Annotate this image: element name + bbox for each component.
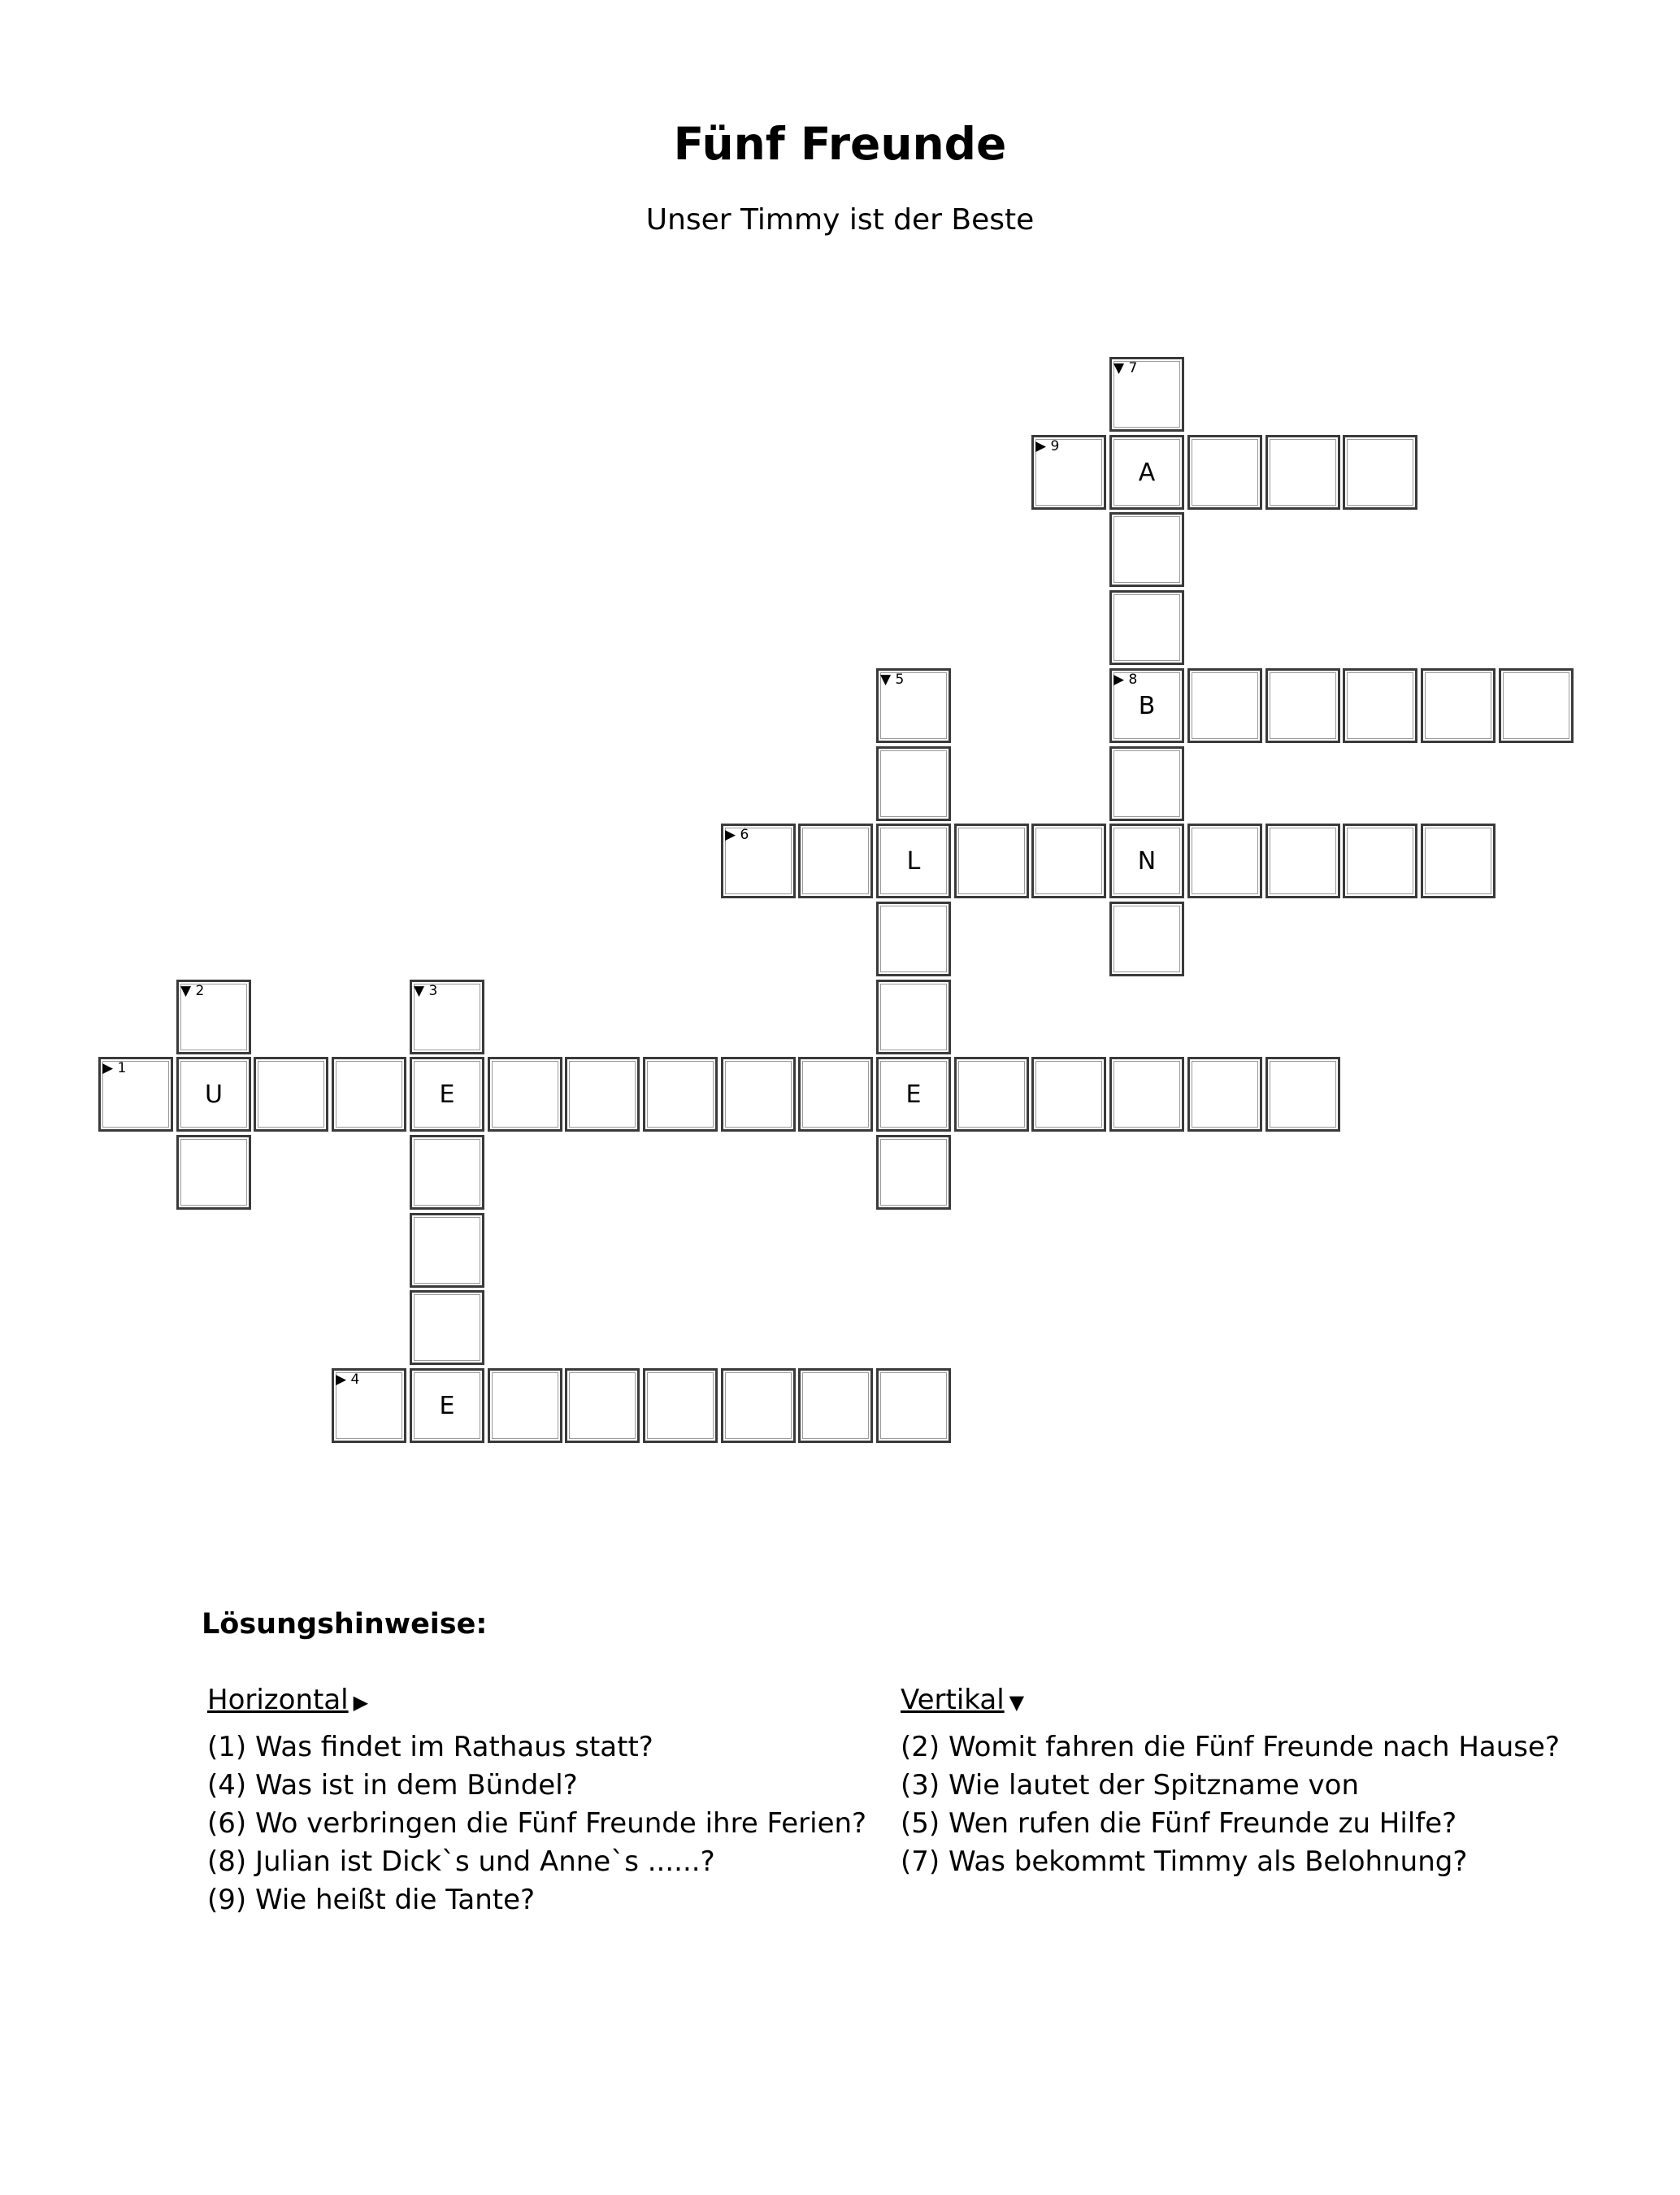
cell-letter: N [1137, 846, 1157, 876]
grid-cell[interactable] [876, 1057, 951, 1132]
grid-cell[interactable] [1187, 824, 1262, 898]
clue-down-7: (7) Was bekommt Timmy als Belohnung? [901, 1845, 1468, 1878]
clue-across-8: (8) Julian ist Dick`s und Anne`s ......? [207, 1845, 715, 1878]
clue-number: ▶ 6 [725, 827, 749, 843]
clue-across-1: (1) Was findet im Rathaus statt? [207, 1731, 653, 1763]
grid-cell[interactable] [1031, 824, 1106, 898]
clue-number: ▶ 1 [102, 1060, 127, 1076]
vertical-label: Vertikal ▼ [901, 1681, 1024, 1722]
grid-cell[interactable] [1109, 746, 1184, 821]
grid-cell[interactable] [798, 1057, 873, 1132]
horizontal-clues [207, 1681, 866, 1919]
grid-cell[interactable] [565, 1057, 640, 1132]
grid-cell[interactable] [1265, 435, 1340, 510]
grid-cell[interactable] [721, 824, 796, 898]
grid-cell[interactable] [1031, 435, 1106, 510]
clue-down-2: (2) Womit fahren die Fünf Freunde nach Hause? [901, 1731, 1560, 1763]
grid-cell[interactable] [332, 1057, 406, 1132]
cell-letter: E [439, 1391, 455, 1420]
grid-cell[interactable] [876, 980, 951, 1054]
grid-cell[interactable] [176, 1135, 251, 1210]
arrow-down-icon: ▼ [1009, 1691, 1025, 1714]
grid-cell[interactable] [1187, 1057, 1262, 1132]
grid-cell[interactable] [876, 902, 951, 976]
grid-cell[interactable] [565, 1368, 640, 1443]
cell-letter: E [439, 1080, 455, 1109]
grid-cell[interactable] [1109, 902, 1184, 976]
grid-cell[interactable] [410, 1057, 484, 1132]
grid-cell[interactable] [1187, 668, 1262, 743]
grid-cell[interactable] [876, 746, 951, 821]
grid-cell[interactable] [954, 1057, 1029, 1132]
grid-cell[interactable] [798, 1368, 873, 1443]
grid-cell[interactable] [876, 668, 951, 743]
grid-cell[interactable] [1031, 1057, 1106, 1132]
grid-cell[interactable] [1343, 824, 1417, 898]
grid-cell[interactable] [176, 980, 251, 1054]
clue-number: ▶ 8 [1113, 672, 1138, 688]
grid-cell[interactable] [1187, 435, 1262, 510]
cell-letter: U [205, 1080, 223, 1109]
grid-cell[interactable] [1421, 824, 1496, 898]
grid-cell[interactable] [1109, 668, 1184, 743]
grid-cell[interactable] [1421, 668, 1496, 743]
grid-cell[interactable] [643, 1057, 718, 1132]
page-subtitle: Unser Timmy ist der Beste [645, 203, 1035, 237]
grid-cell[interactable] [1343, 435, 1417, 510]
grid-cell[interactable] [1109, 435, 1184, 510]
grid-cell[interactable] [954, 824, 1029, 898]
grid-cell[interactable] [410, 1368, 484, 1443]
grid-cell[interactable] [332, 1368, 406, 1443]
grid-cell[interactable] [643, 1368, 718, 1443]
clue-number: ▼ 2 [180, 983, 205, 999]
grid-cell[interactable] [876, 1135, 951, 1210]
grid-cell[interactable] [410, 1290, 484, 1365]
clue-number: ▼ 5 [880, 672, 905, 688]
grid-cell[interactable] [98, 1057, 173, 1132]
grid-cell[interactable] [876, 1368, 951, 1443]
vertical-clues-header [901, 1681, 1560, 1728]
cell-letter: L [906, 846, 921, 876]
grid-cell[interactable] [254, 1057, 328, 1132]
grid-cell[interactable] [798, 824, 873, 898]
grid-cell[interactable] [410, 980, 484, 1054]
cell-letter: E [905, 1080, 922, 1109]
hints-heading: Lösungshinweise: [202, 1608, 488, 1641]
grid-cell[interactable] [1499, 668, 1574, 743]
grid-cell[interactable] [876, 824, 951, 898]
arrow-right-icon: ▶ [353, 1691, 369, 1714]
grid-cell[interactable] [1343, 668, 1417, 743]
clue-number: ▶ 4 [336, 1371, 360, 1388]
grid-cell[interactable] [488, 1057, 562, 1132]
clue-across-9: (9) Wie heißt die Tante? [207, 1884, 536, 1916]
clue-number: ▼ 3 [414, 983, 438, 999]
grid-cell[interactable] [1109, 824, 1184, 898]
page-title: Fünf Freunde [673, 118, 1007, 170]
grid-cell[interactable] [721, 1368, 796, 1443]
grid-cell[interactable] [1109, 512, 1184, 587]
clue-number: ▶ 9 [1035, 438, 1060, 454]
clue-down-3: (3) Wie lautet der Spitzname von [901, 1769, 1360, 1802]
clue-down-5: (5) Wen rufen die Fünf Freunde zu Hilfe? [901, 1807, 1457, 1840]
grid-cell[interactable] [176, 1057, 251, 1132]
horizontal-clues-header [207, 1681, 866, 1728]
grid-cell[interactable] [1265, 1057, 1340, 1132]
cell-letter: B [1138, 691, 1156, 720]
grid-cell[interactable] [1265, 824, 1340, 898]
grid-cell[interactable] [410, 1213, 484, 1288]
grid-cell[interactable] [1109, 590, 1184, 665]
grid-cell[interactable] [488, 1368, 562, 1443]
vertical-clues [901, 1681, 1560, 1881]
grid-cell[interactable] [410, 1135, 484, 1210]
grid-cell[interactable] [1265, 668, 1340, 743]
cell-letter: A [1138, 458, 1156, 487]
grid-cell[interactable] [721, 1057, 796, 1132]
clue-number: ▼ 7 [1113, 360, 1138, 376]
grid-cell[interactable] [1109, 357, 1184, 432]
horizontal-label: Horizontal ▶ [207, 1681, 368, 1722]
grid-cell[interactable] [1109, 1057, 1184, 1132]
clue-across-6: (6) Wo verbringen die Fünf Freunde ihre Ferien? [207, 1807, 867, 1840]
clue-across-4: (4) Was ist in dem Bündel? [207, 1769, 578, 1802]
